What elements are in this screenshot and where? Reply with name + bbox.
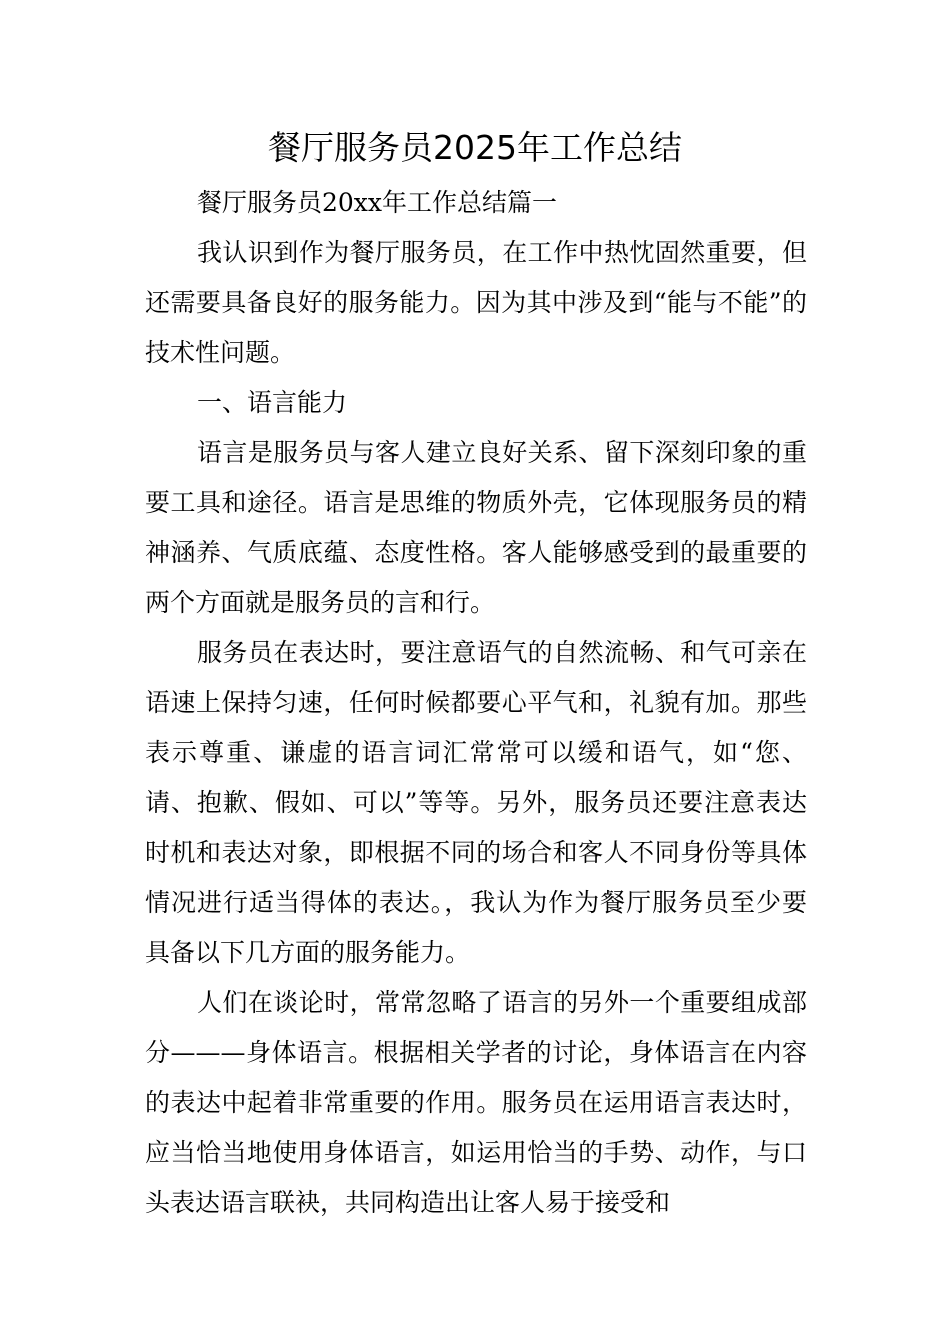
document-body bbox=[145, 178, 807, 1228]
section-heading-language-ability: 一、语言能力 bbox=[197, 388, 348, 417]
paragraph-intro: 我认识到作为餐厅服务员，在工作中热忱固然重要，但还需要具备良好的服务能力。因为其中涉及到“能与不能”的技术性问题。 bbox=[145, 238, 807, 367]
paragraph-language-importance: 语言是服务员与客人建立良好关系、留下深刻印象的重要工具和途径。语言是思维的物质外壳，它体现服务员的精神涵养、气质底蕴、态度性格。客人能够感受到的最重要的两个方面就是服务员的言和行。 bbox=[145, 438, 807, 617]
paragraph-expression-tone: 服务员在表达时，要注意语气的自然流畅、和气可亲在语速上保持匀速，任何时候都要心平气和，礼貌有加。那些表示尊重、谦虚的语言词汇常常可以缓和语气，如“您、请、抱歉、假如、可以”等等。另外，服务员还要注意表达时机和表达对象，即根据不同的场合和客人不同身份等具体情况进行适当得体的表达。，我认为作为餐厅服务员至少要具备以下几方面的服务能力。 bbox=[145, 638, 807, 967]
paragraph-body-language: 人们在谈论时，常常忽略了语言的另外一个重要组成部分———身体语言。根据相关学者的讨论，身体语言在内容的表达中起着非常重要的作用。服务员在运用语言表达时，应当恰当地使用身体语言，如运用恰当的手势、动作，与口头表达语言联袂，共同构造出让客人易于接受和 bbox=[145, 988, 807, 1217]
document-title: 餐厅服务员2025年工作总结 bbox=[268, 128, 682, 167]
section-heading-part-one: 餐厅服务员20xx年工作总结篇一 bbox=[197, 188, 558, 217]
